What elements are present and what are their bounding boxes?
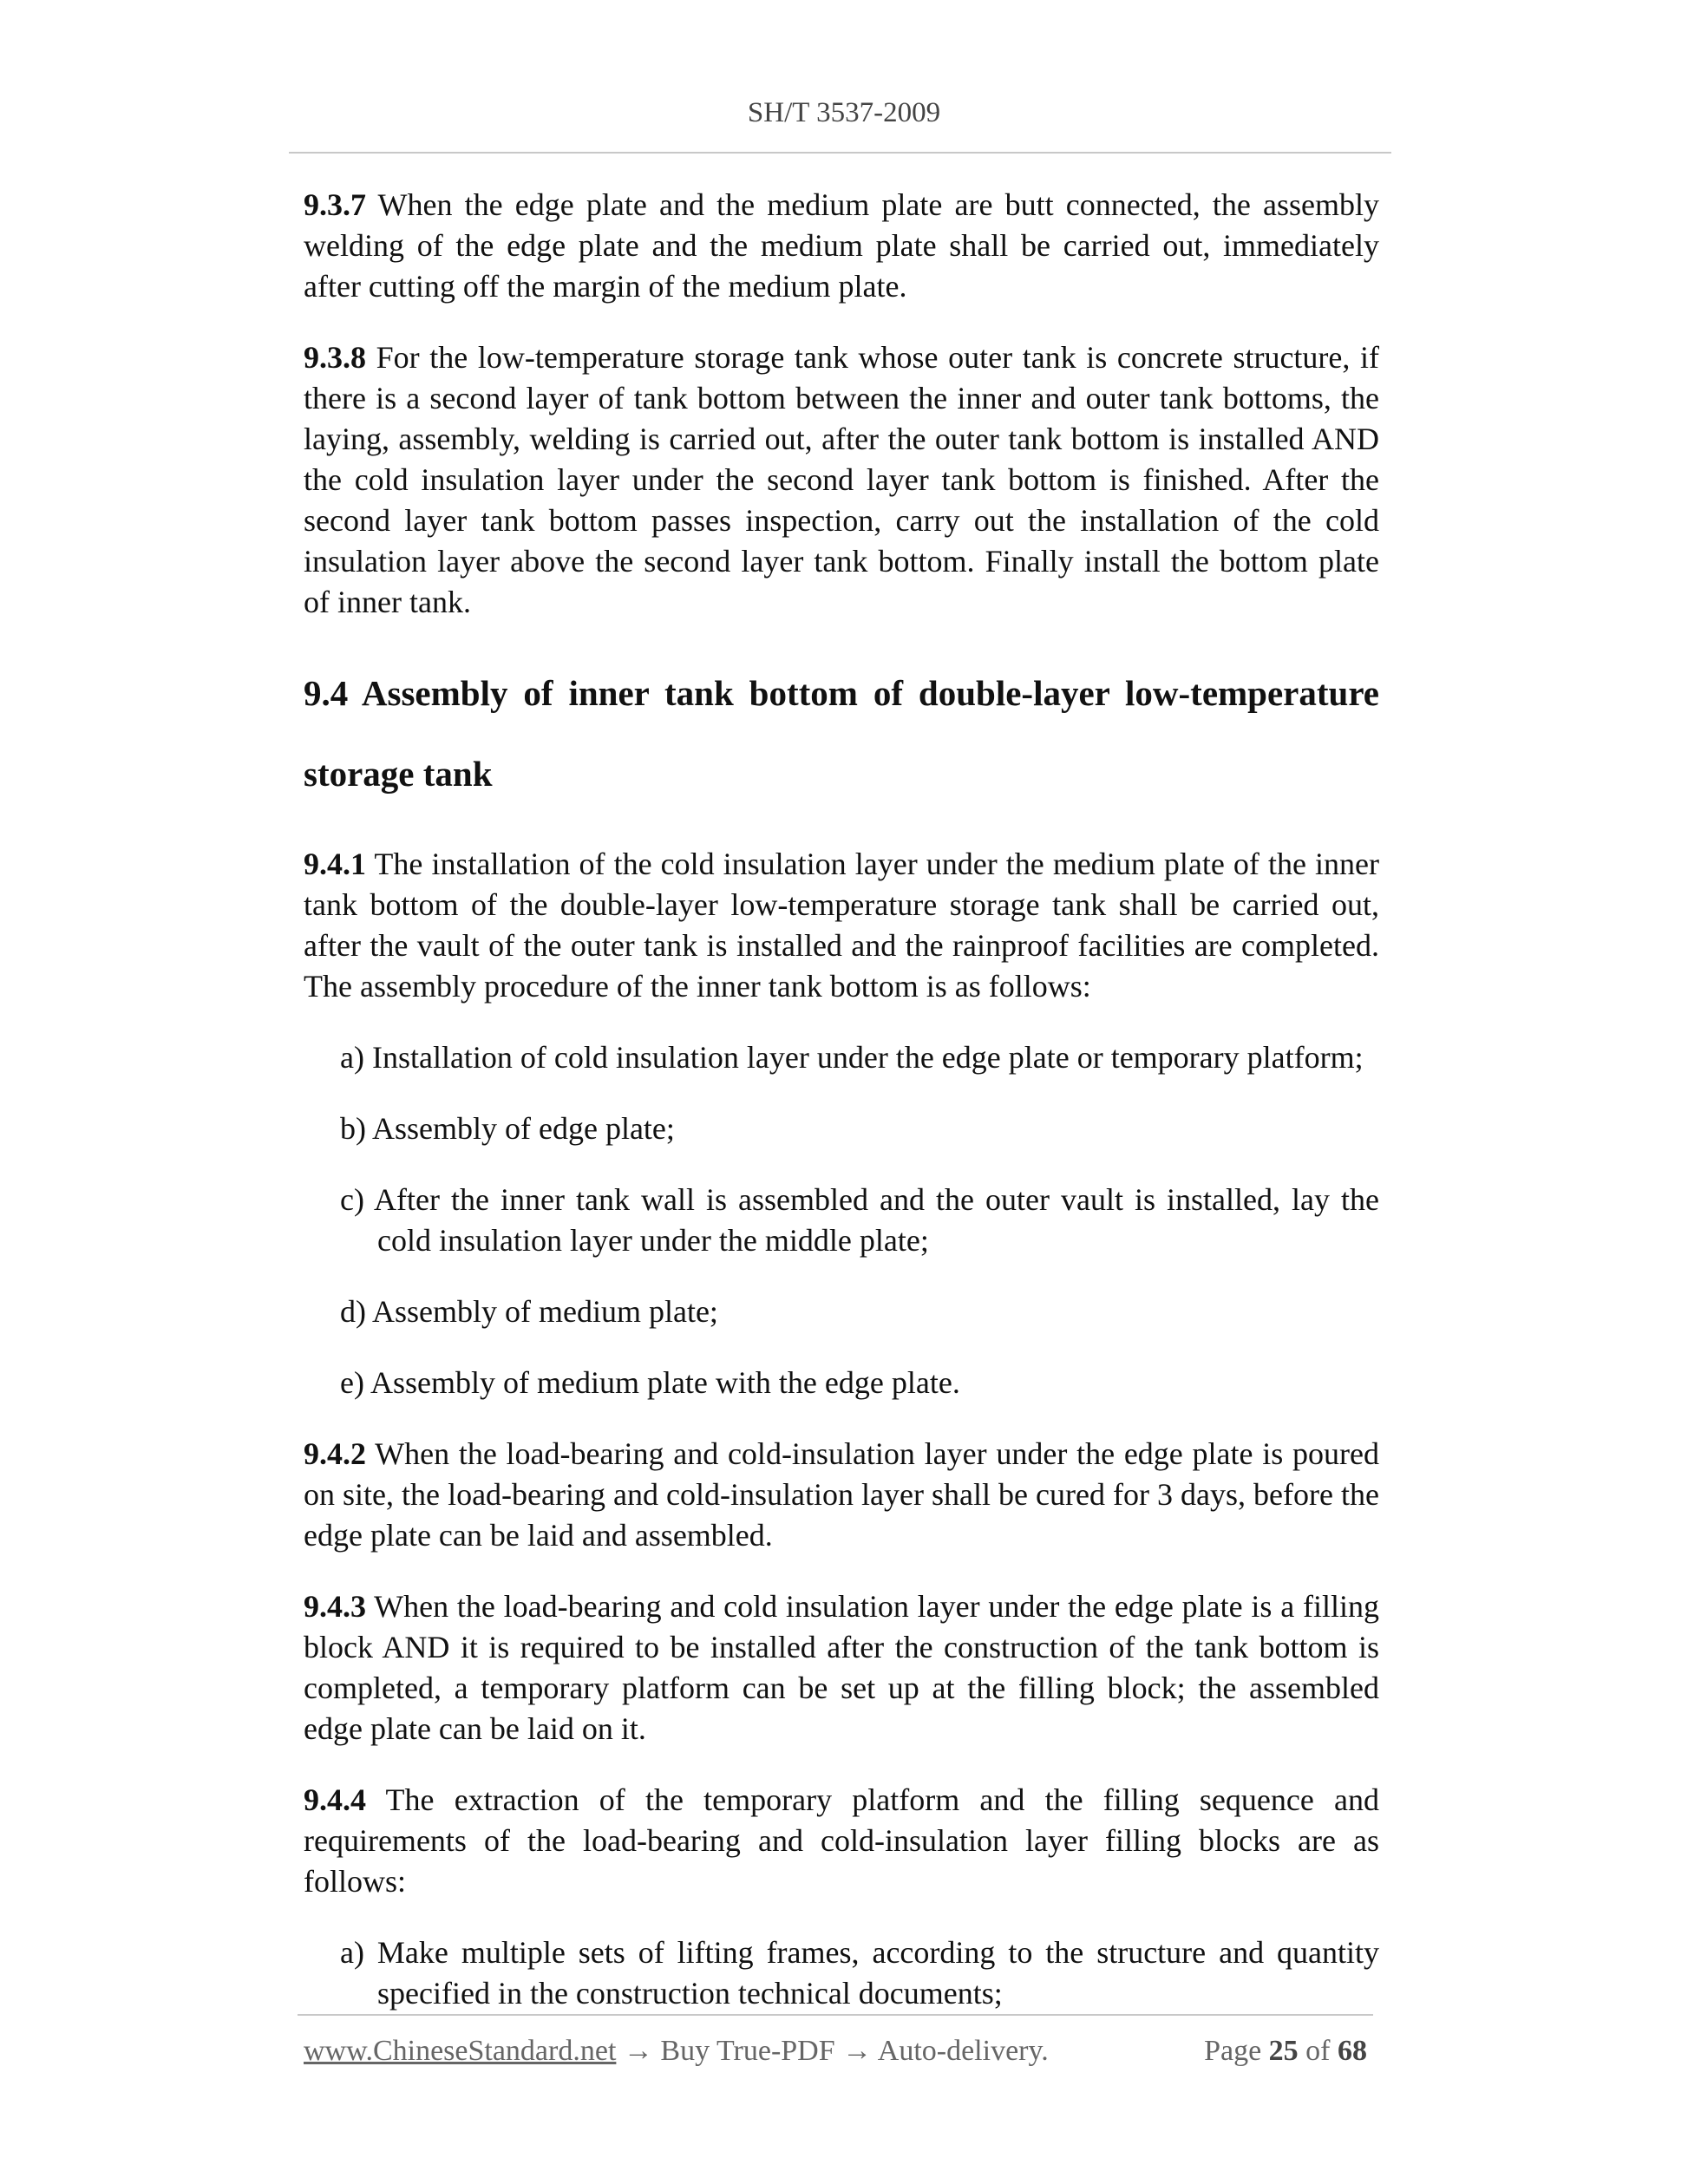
footer-promo xyxy=(304,2035,1049,2068)
arrow-right-icon: → xyxy=(623,2035,653,2067)
section-heading-9-4: 9.4 Assembly of inner tank bottom of double-layer low-temperature storage tank xyxy=(304,673,1379,794)
clause-9-4-1 xyxy=(304,844,1379,1007)
list-item: a) Make multiple sets of lifting frames, according to the structure and quantity specified in the construction technical documents; xyxy=(340,1935,1379,2011)
clause-number: 9.4.1 xyxy=(304,847,366,881)
clause-text: The installation of the cold insulation layer under the medium plate of the inner tank bottom of the double-layer low-temperature storage tank shall be carried out, after the vault of the outer tank is installed and the rainproof facilities are completed. The assembly procedure of the inner tank bottom is as follows: xyxy=(304,847,1379,1004)
page-label: Page xyxy=(1204,2035,1262,2067)
filling-sequence-list xyxy=(304,1932,1379,2014)
clause-text: The extraction of the temporary platform and the filling sequence and requirements of the load-bearing and cold-insulation layer filling blocks are as follows: xyxy=(304,1782,1380,1899)
list-item: b) Assembly of edge plate; xyxy=(340,1111,675,1146)
footer-divider xyxy=(298,2014,1373,2016)
clause-number: 9.4.3 xyxy=(304,1589,366,1624)
of-label: of xyxy=(1305,2035,1331,2067)
page-indicator xyxy=(1204,2035,1367,2068)
clause-number: 9.4.4 xyxy=(304,1782,366,1817)
document-code-header: SH/T 3537-2009 xyxy=(747,97,941,128)
list-item: a) Installation of cold insulation layer under the edge plate or temporary platform; xyxy=(340,1040,1364,1075)
list-item: d) Assembly of medium plate; xyxy=(340,1294,718,1329)
list-item: c) After the inner tank wall is assembled and the outer vault is installed, lay the cold insulation layer under the middle plate; xyxy=(340,1182,1379,1258)
buy-true-pdf-text: Buy True-PDF xyxy=(660,2035,835,2067)
clause-text: When the load-bearing and cold-insulation layer under the edge plate is poured on site, the load-bearing and cold-insulation layer shall be cured for 3 days, before the edge plate can be laid and assembled. xyxy=(304,1436,1379,1553)
arrow-right-icon: → xyxy=(842,2035,873,2067)
clause-number: 9.3.8 xyxy=(304,340,366,375)
clause-9-4-4 xyxy=(304,1780,1379,1902)
clause-number: 9.3.7 xyxy=(304,187,366,222)
current-page-number: 25 xyxy=(1268,2035,1299,2067)
assembly-procedure-list xyxy=(304,1037,1379,1403)
clause-text: For the low-temperature storage tank whose outer tank is concrete structure, if there is a second layer of tank bottom between the inner and outer tank bottoms, the laying, assembly, welding is carried out, after the outer tank bottom is installed AND the cold insulation layer under the second layer tank bottom is finished. After the second layer tank bottom passes inspection, carry out the installation of the cold insulation layer above the second layer tank bottom. Finally install the bottom plate of inner tank. xyxy=(304,340,1380,619)
list-item: e) Assembly of medium plate with the edge plate. xyxy=(340,1365,960,1400)
clause-text: When the load-bearing and cold insulation layer under the edge plate is a filling block AND it is required to be installed after the construction of the tank bottom is completed, a temporary platform can be set up at the filling block; the assembled edge plate can be laid on it. xyxy=(304,1589,1379,1746)
clause-text: When the edge plate and the medium plate are butt connected, the assembly welding of the edge plate and the medium plate shall be carried out, immediately after cutting off the margin of the medium plate. xyxy=(304,187,1379,304)
clause-number: 9.4.2 xyxy=(304,1436,366,1471)
site-link[interactable]: www.ChineseStandard.net xyxy=(304,2035,617,2067)
clause-9-3-7 xyxy=(304,185,1379,307)
header-divider xyxy=(289,152,1391,154)
total-pages: 68 xyxy=(1338,2035,1367,2067)
clause-9-4-2 xyxy=(304,1434,1379,1556)
clause-9-3-8 xyxy=(304,337,1379,623)
auto-delivery-text: Auto-delivery. xyxy=(877,2035,1049,2067)
clause-9-4-3 xyxy=(304,1586,1379,1749)
page-body xyxy=(304,185,1379,2044)
